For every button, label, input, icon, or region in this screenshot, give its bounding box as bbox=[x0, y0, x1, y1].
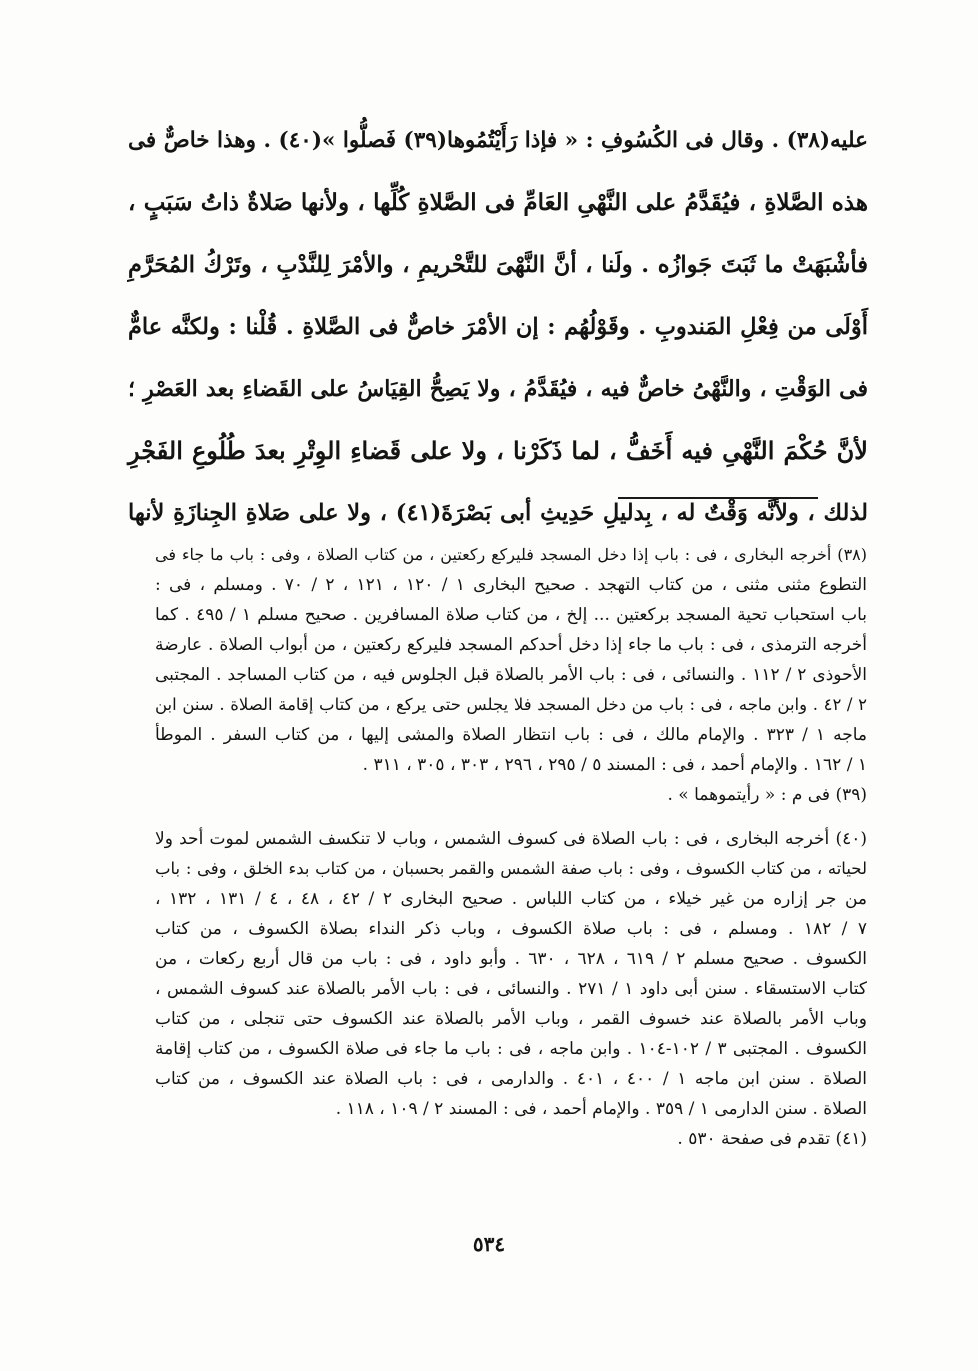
main-text-line: هذه الصَّلاةِ ، فيُقَدَّمُ على النَّهْىِ العَامِّ فى الصَّلاةِ كُلِّها ، ولأنها صَلاةٌ ذاتُ سَبَبٍ ، bbox=[128, 189, 868, 216]
page-number: ٥٣٤ bbox=[472, 1232, 506, 1256]
footnote-line: ٧ / ١٨٢ . ومسلم ، فى : باب صلاة الكسوف ، وباب ذكر النداء بصلاة الكسوف ، من كتاب bbox=[155, 919, 867, 939]
footnote-line: الصلاة . سنن ابن ماجه ١ / ٤٠٠ ، ٤٠١ . والدارمى ، فى : باب الصلاة عند الكسوف ، من كتاب bbox=[155, 1069, 867, 1089]
footnote-line: كتاب الاستسقاء . سنن أبى داود ١ / ٢٧١ . والنسائى ، فى : باب الأمر بالصلاة عند كسوف الشمس ، bbox=[155, 979, 867, 999]
main-text-line: لأنَّ حُكْمَ النَّهْىِ فيه أَخَفُّ ، لما ذَكَرْنا ، ولا على قَضاءِ الوِتْرِ بعدَ طُلُوعِ الفَجْرِ bbox=[128, 436, 868, 465]
footnote-41 bbox=[155, 1124, 867, 1154]
footnote-line: (٣٩) فى م : « رأيتموهما » . bbox=[667, 785, 867, 805]
footnote-spacer bbox=[155, 810, 867, 824]
footnote-line: (٤٠) أخرجه البخارى ، فى : باب الصلاة فى كسوف الشمس ، وباب لا تنكسف الشمس لموت أحد ولا bbox=[155, 829, 867, 849]
footnote-38 bbox=[155, 540, 867, 780]
footnote-line: ٢ / ٤٢ . وابن ماجه ، فى : باب من دخل المسجد فلا يجلس حتى يركع ، من كتاب إقامة الصلاة . سنن ابن bbox=[155, 695, 867, 714]
footnote-line: لحياته ، من كتاب الكسوف ، وفى : باب صفة الشمس والقمر بحسبان ، من كتاب بدء الخلق ، وفى : باب bbox=[155, 859, 867, 878]
main-text-line: فى الوَقْتِ ، والنَّهْىُ خاصٌّ فيه ، فيُقَدَّمُ ، ولا يَصِحُّ القِيَاسُ على القَضاءِ بعد العَصْرِ ؛ bbox=[128, 376, 868, 402]
footnote-line: التطوع مثنى مثنى ، من كتاب التهجد . صحيح البخارى ١ / ١٢٠ ، ١٢١ ، ٢ / ٧٠ . ومسلم ، فى : bbox=[155, 575, 867, 595]
main-text-line: عليه(٣٨) . وقال فى الكُسُوفِ : « فإذا رَأَيْتُمُوها(٣٩) فَصلُّوا »(٤٠) . وهذا خاصٌّ فى bbox=[128, 128, 868, 153]
main-text-line: أَوْلَى من فِعْلِ المَندوبِ . وقَوْلُهُم : إن الأمْرَ خاصٌّ فى الصَّلاةِ . قُلْنا : ولكنَّه عامٌّ bbox=[128, 314, 868, 340]
main-text-block bbox=[128, 110, 868, 544]
footnote-line: الكسوف . صحيح مسلم ٢ / ٦١٩ ، ٦٢٨ ، ٦٣٠ . وأبو داود ، فى : باب من قال أربع ركعات ، من bbox=[155, 949, 868, 969]
main-text-line: فأشْبَهَتْ ما ثَبَتَ جَوازُه . ولَنا ، أنَّ النَّهْىَ للتَّحْريمِ ، والأمْرَ لِلنَّدْبِ ، وتَرْكُ المُحَرَّمِ bbox=[128, 252, 868, 278]
footnote-line: الكسوف . المجتبى ٣ / ١٠٢-١٠٤ . وابن ماجه ، فى : باب ما جاء فى صلاة الكسوف ، من كتاب إقامة bbox=[155, 1039, 867, 1059]
footnote-line: ماجه ١ / ٣٢٣ . والإمام مالك ، فى : باب انتظار الصلاة والمشى إليها ، من كتاب السفر . الموطأ bbox=[155, 725, 867, 745]
footnote-line: (٤١) تقدم فى صفحة ٥٣٠ . bbox=[677, 1129, 867, 1149]
footnote-line: باب استحباب تحية المسجد بركعتين ... إلخ ، من كتاب صلاة المسافرين . صحيح مسلم ١ / ٤٩٥ . كما bbox=[155, 605, 867, 625]
footnote-line: الصلاة . سنن الدارمى ١ / ٣٥٩ . والإمام أحمد ، فى : المسند ٢ / ١٠٩ ، ١١٨ . bbox=[335, 1099, 867, 1119]
footnote-line: (٣٨) أخرجه البخارى ، فى : باب إذا دخل المسجد فليركع ركعتين ، من كتاب الصلاة ، وفى : باب ما جاء فى bbox=[155, 545, 867, 564]
footnote-line: أخرجه الترمذى ، فى : باب ما جاء إذا دخل أحدكم المسجد فليركع ركعتين ، من أبواب الصلاة . عارضة bbox=[155, 635, 867, 655]
footnotes-block bbox=[155, 540, 867, 1154]
footnote-line: الأحوذى ٢ / ١١٢ . والنسائى ، فى : باب الأمر بالصلاة قبل الجلوس فيه ، من كتاب المساجد . المجتبى bbox=[155, 665, 867, 685]
footnote-40 bbox=[155, 824, 867, 1124]
footnote-line: من جر إزاره من غير خيلاء ، من كتاب اللباس . صحيح البخارى ٢ / ٤٢ ، ٤٨ ، ٤ / ١٣١ ، ١٣٢ ، bbox=[155, 889, 868, 909]
footnote-line: ١ / ١٦٢ . والإمام أحمد ، فى : المسند ٥ / ٢٩٥ ، ٢٩٦ ، ٣٠٣ ، ٣٠٥ ، ٣١١ . bbox=[362, 755, 867, 775]
footnote-39 bbox=[155, 780, 867, 810]
footnote-line: وباب الأمر بالصلاة عند خسوف القمر ، وباب الأمر بالصلاة عند الكسوف حتى تنجلى ، من كتاب bbox=[155, 1009, 867, 1029]
main-text-line: لذلك ، ولأنَّه وَقْتٌ له ، بِدليلِ حَدِيثِ أبى بَصْرَةَ(٤١) ، ولا على صَلاةِ الجِنازَةِ لأنها bbox=[128, 500, 868, 526]
footnote-separator-rule bbox=[618, 497, 818, 499]
